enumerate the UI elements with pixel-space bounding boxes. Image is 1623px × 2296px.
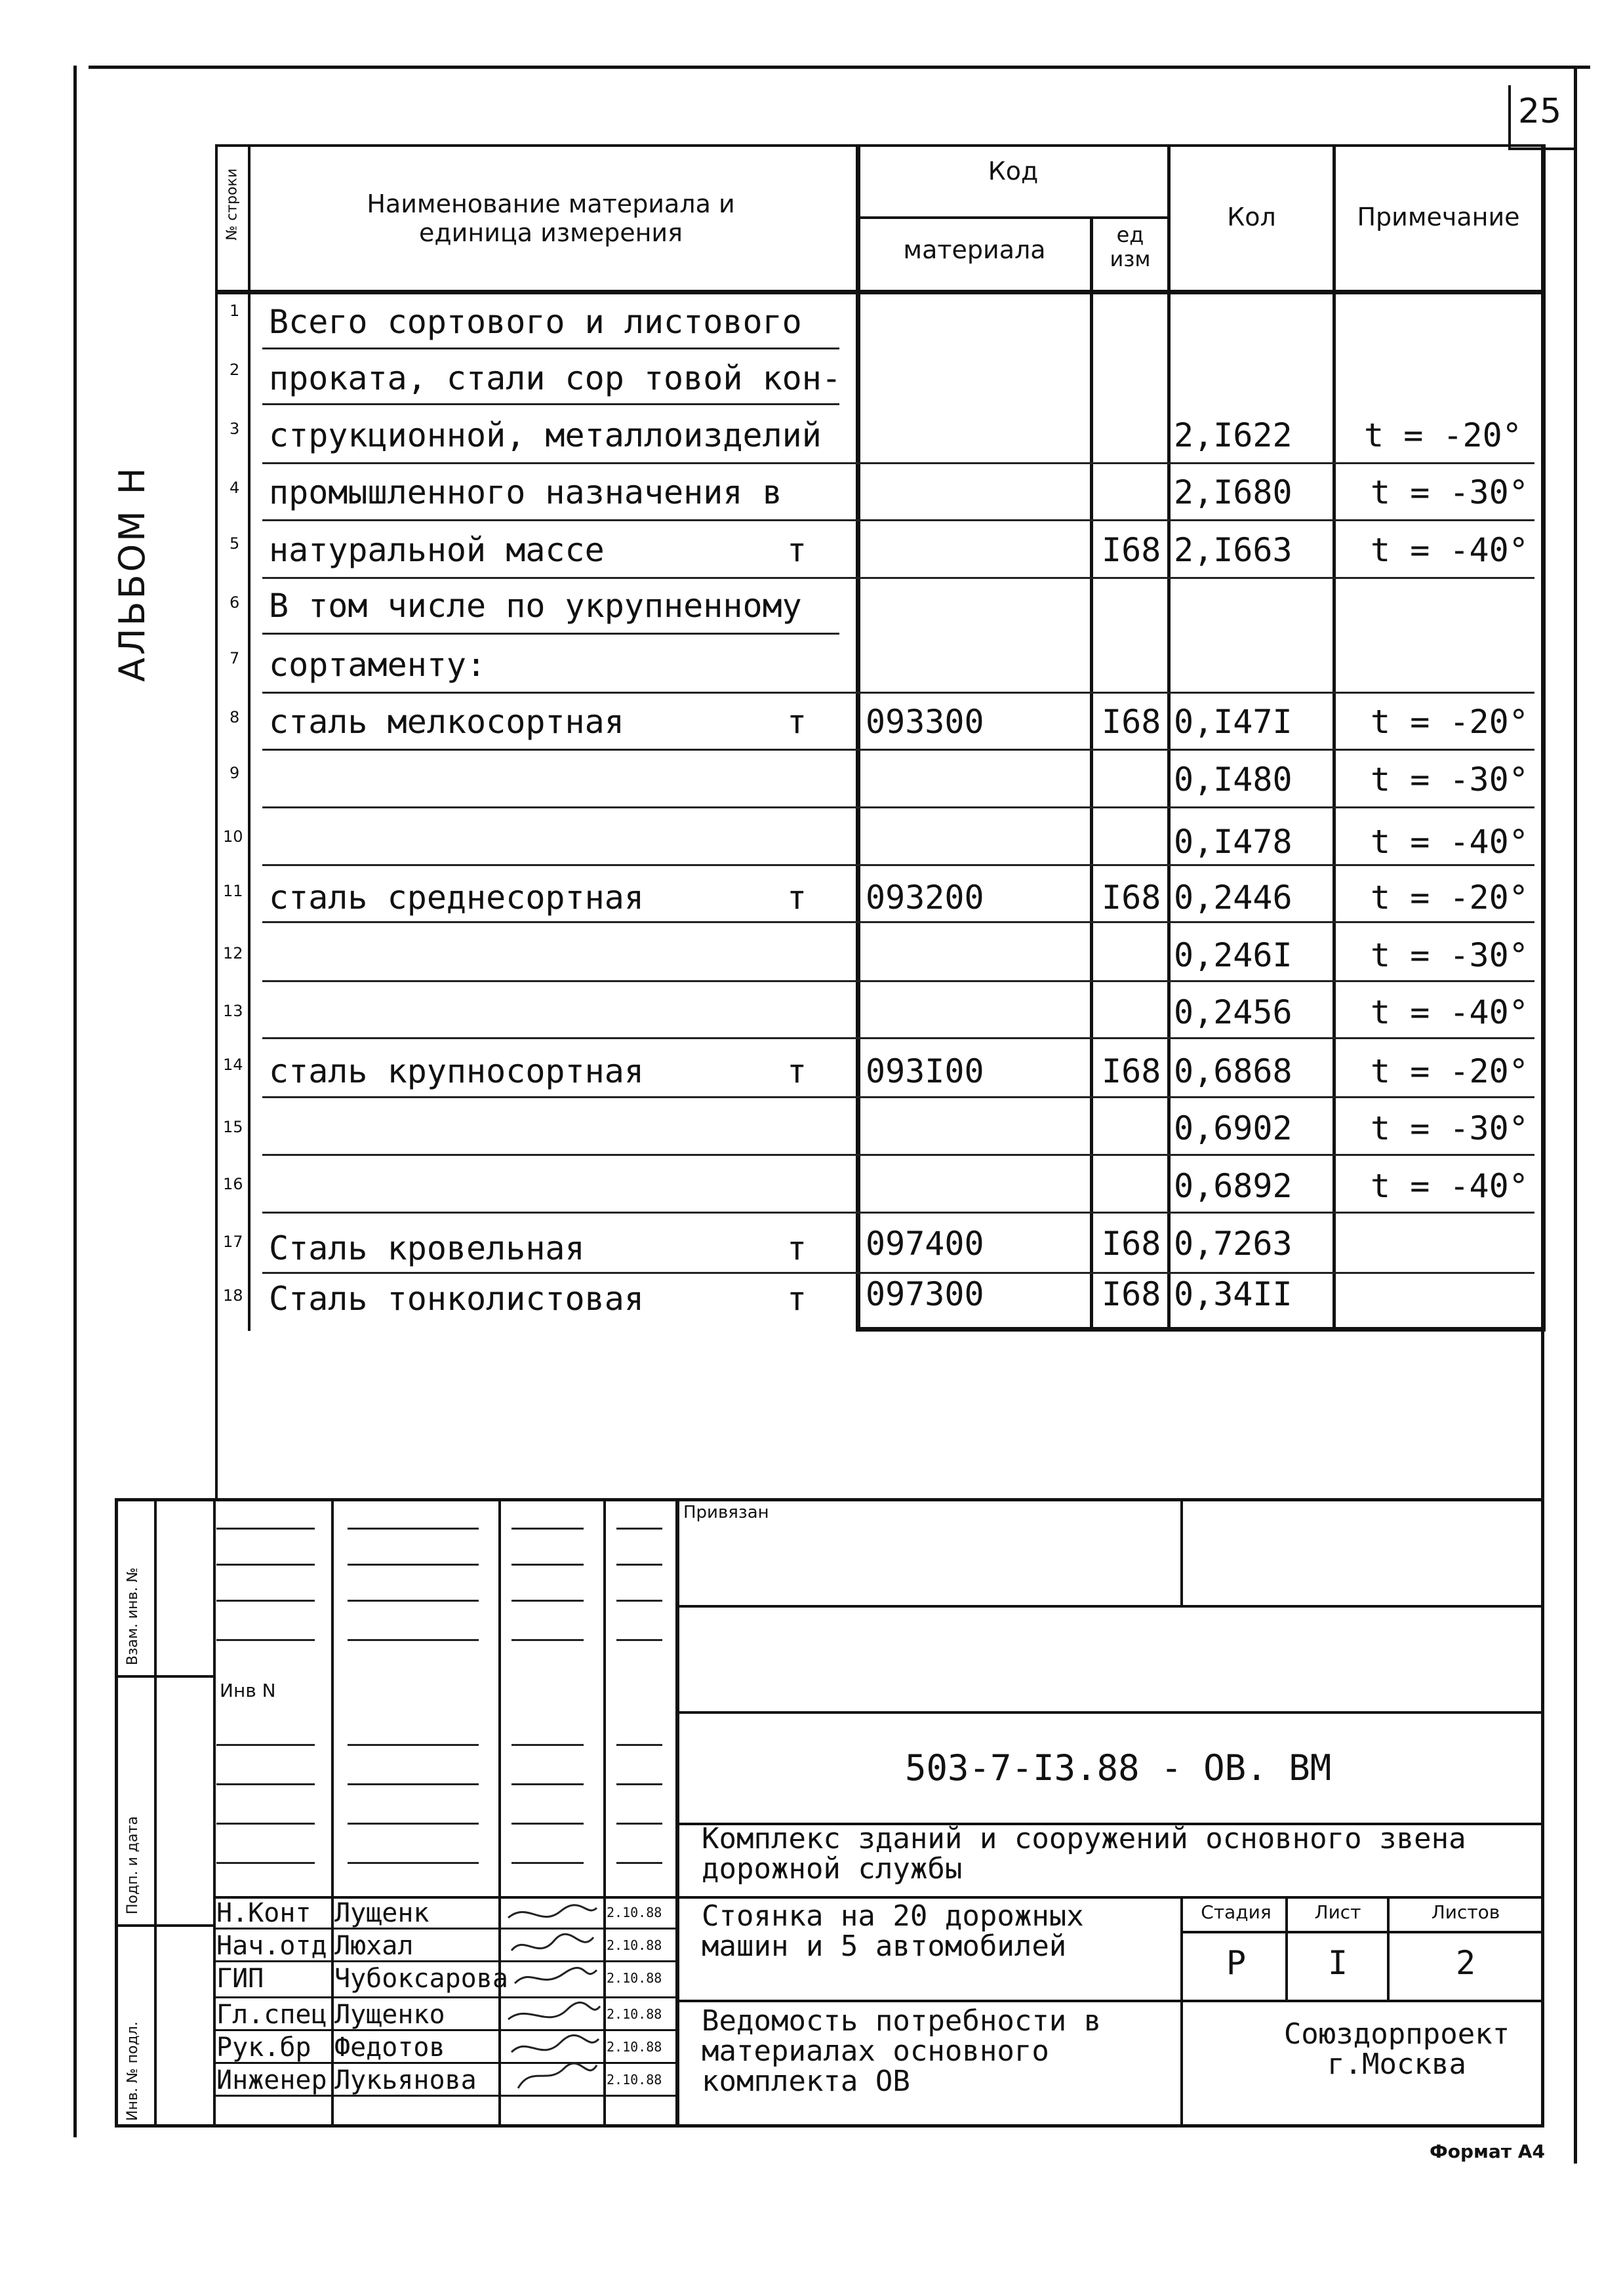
header-note: Примечание <box>1357 203 1520 231</box>
org-name: Союздорпроект г.Москва <box>1283 2017 1510 2082</box>
stage-value: Р <box>1226 1944 1247 1982</box>
object-title: Стоянка на 20 дорожных машин и 5 автомобилей <box>702 1899 1084 1964</box>
doc-title: Ведомость потребности в материалах основного комплекта ОВ <box>702 2004 1102 2099</box>
header-name: Наименование материала и единица измерения <box>367 189 735 247</box>
header-qty: Кол <box>1227 203 1276 231</box>
sheets-value: 2 <box>1455 1944 1476 1982</box>
header-code-unit: ед изм <box>1110 222 1151 271</box>
side-label: АЛЬБОМ Н <box>111 465 153 682</box>
header-code-material: материала <box>903 235 1046 264</box>
handwritten-signatures <box>502 1898 603 2095</box>
header-code: Код <box>988 157 1039 186</box>
sheets-label: Листов <box>1431 1901 1500 1923</box>
inv-label: Инв N <box>220 1680 276 1701</box>
stage-label: Стадия <box>1201 1901 1272 1923</box>
header-row-no: № строки <box>224 168 241 241</box>
format-label: Формат А4 <box>1430 2141 1545 2162</box>
frame-left <box>73 66 77 2137</box>
sheet-number: 25 <box>1518 92 1562 131</box>
sheet-label: Лист <box>1314 1901 1361 1923</box>
frame-top <box>89 66 1590 69</box>
stamp-podp-data: Подп. и дата <box>125 1816 141 1914</box>
sheet-num-box-left <box>1508 85 1511 148</box>
frame-right <box>1574 66 1577 2164</box>
sheet-value: I <box>1327 1944 1348 1982</box>
complex-title: Комплекс зданий и сооружений основного звена дорожной службы <box>702 1822 1466 1886</box>
doc-code: 503-7-I3.88 - ОВ. ВМ <box>905 1747 1332 1789</box>
stamp-vzam-inv: Взам. инв. № <box>125 1567 141 1665</box>
privyazan-label: Привязан <box>683 1503 769 1522</box>
stamp-inv-podl: Инв. № подл. <box>125 2021 141 2121</box>
